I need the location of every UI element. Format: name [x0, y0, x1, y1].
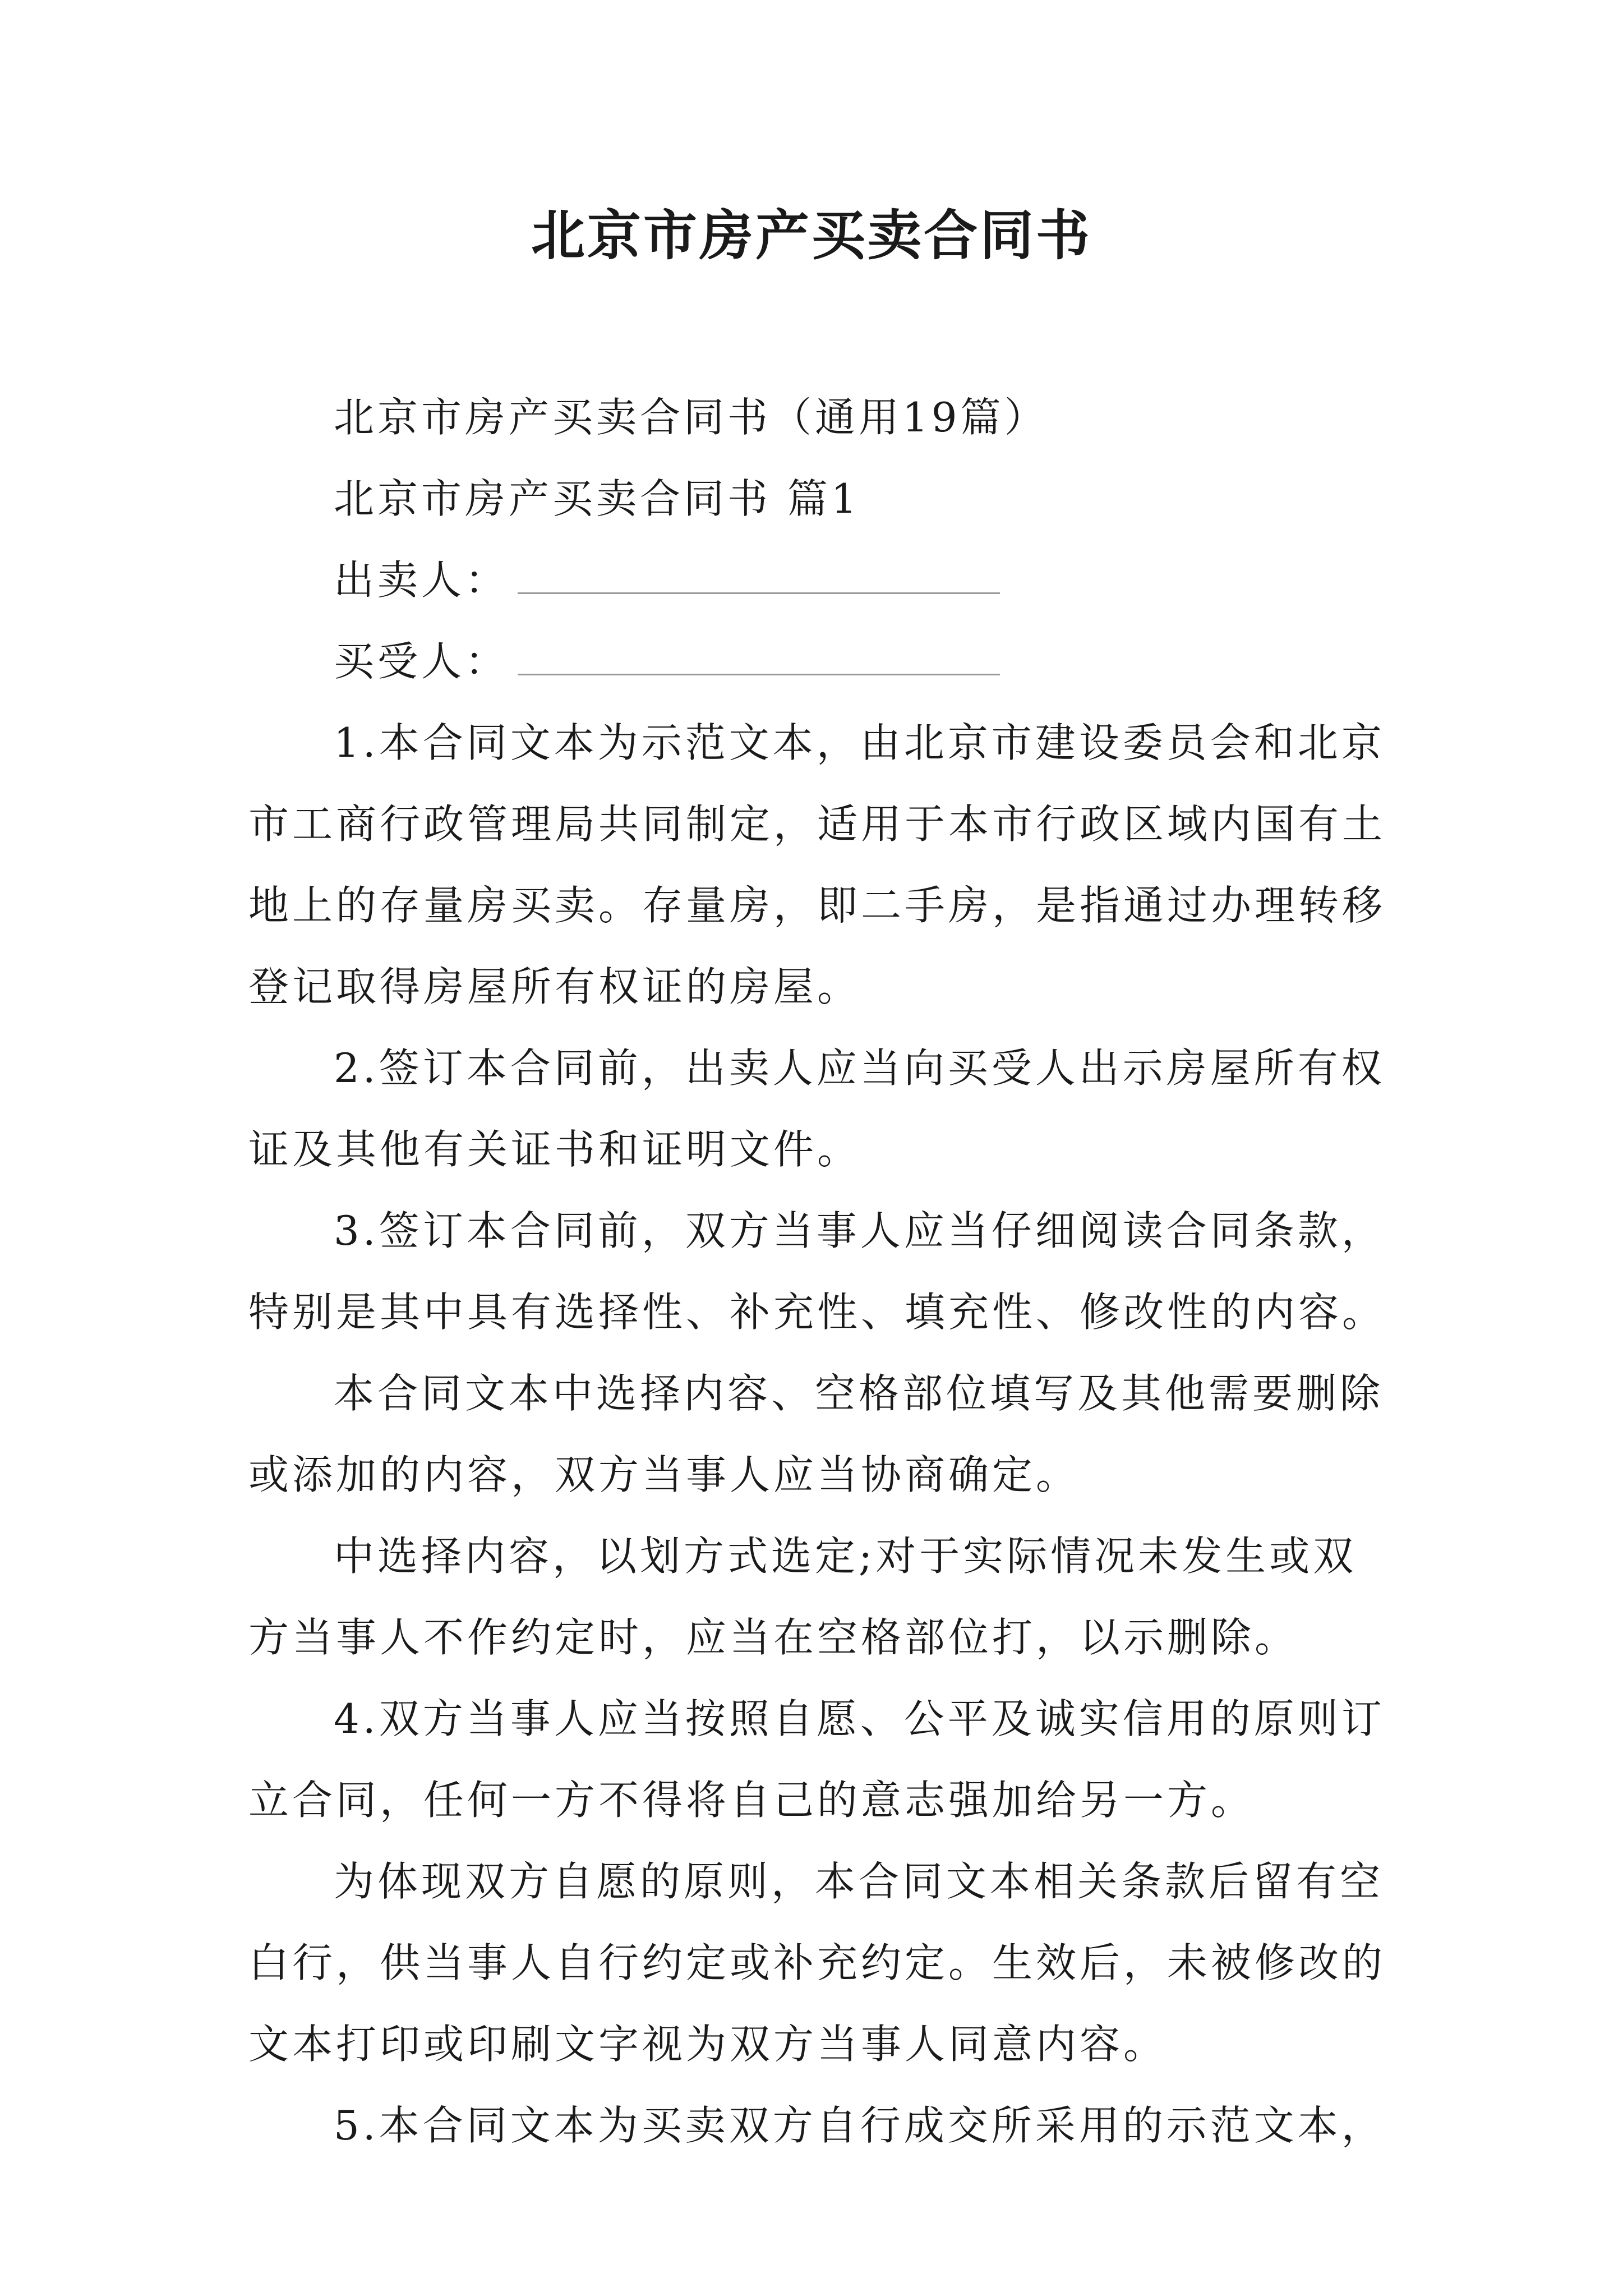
- paragraph-line: 本合同文本中选择内容、空格部位填写及其他需要删除: [334, 1370, 1384, 1417]
- paragraph-line: 为体现双方自愿的原则，本合同文本相关条款后留有空: [334, 1858, 1384, 1905]
- paragraph: [248, 1516, 1404, 1678]
- seller-blank-line: [518, 592, 1000, 594]
- seller-field: [248, 540, 1404, 621]
- paragraph-line: 证及其他有关证书和证明文件。: [248, 1126, 861, 1173]
- document-subtitle: 北京市房产买卖合同书（通用19篇）: [334, 394, 1048, 441]
- paragraph-line: 3.签订本合同前，双方当事人应当仔细阅读合同条款，: [334, 1207, 1385, 1254]
- section-heading: 北京市房产买卖合同书 篇1: [334, 475, 860, 522]
- paragraph-line: 1.本合同文本为示范文本，由北京市建设委员会和北京: [334, 719, 1385, 766]
- buyer-blank-line: [518, 673, 1000, 675]
- paragraph-line: 中选择内容，以划方式选定;对于实际情况未发生或双: [334, 1533, 1357, 1580]
- paragraph-line: 立合同，任何一方不得将自己的意志强加给另一方。: [248, 1777, 1255, 1824]
- paragraph-line: 白行，供当事人自行约定或补充约定。生效后，未被修改的: [248, 1939, 1386, 1986]
- paragraph: [248, 702, 1404, 1028]
- paragraph-line: 特别是其中具有选择性、补充性、填充性、修改性的内容。: [248, 1289, 1386, 1336]
- paragraph-line: 文本打印或印刷文字视为双方当事人同意内容。: [248, 2021, 1168, 2068]
- paragraph-line: 登记取得房屋所有权证的房屋。: [248, 963, 861, 1010]
- paragraph: [248, 1841, 1404, 2085]
- paragraph-line: 2.签订本合同前，出卖人应当向买受人出示房屋所有权: [334, 1045, 1385, 1092]
- buyer-field: [248, 621, 1404, 702]
- paragraph-line: 5.本合同文本为买卖双方自行成交所采用的示范文本，: [334, 2102, 1385, 2149]
- paragraph: [248, 1190, 1404, 1353]
- paragraph-line: 4.双方当事人应当按照自愿、公平及诚实信用的原则订: [334, 1695, 1385, 1742]
- paragraph-line: 地上的存量房买卖。存量房，即二手房，是指通过办理转移: [248, 882, 1386, 929]
- paragraph: [248, 1678, 1404, 1841]
- document-body: [248, 377, 1404, 2166]
- paragraph: [248, 1028, 1404, 1190]
- paragraph-line: 方当事人不作约定时，应当在空格部位打，以示删除。: [248, 1614, 1299, 1661]
- paragraph: [248, 2085, 1404, 2166]
- seller-label: 出卖人：: [334, 556, 509, 604]
- document-title: 北京市房产买卖合同书: [531, 204, 1092, 267]
- paragraph: [248, 1353, 1404, 1516]
- paragraph-line: 市工商行政管理局共同制定，适用于本市行政区域内国有土: [248, 800, 1386, 848]
- paragraph-line: 或添加的内容，双方当事人应当协商确定。: [248, 1451, 1080, 1498]
- buyer-label: 买受人：: [334, 638, 509, 685]
